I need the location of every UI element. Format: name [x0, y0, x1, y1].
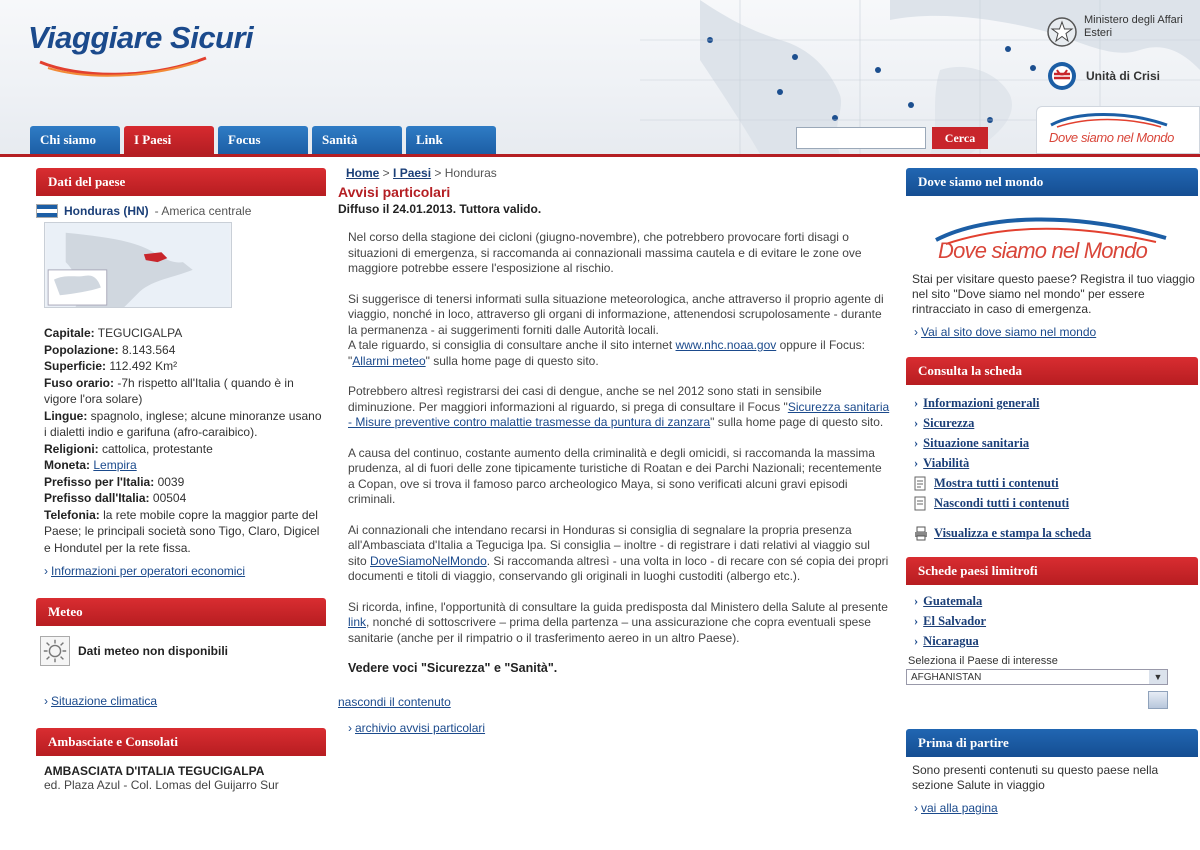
right-column — [906, 168, 1198, 815]
site-header — [0, 0, 1200, 157]
embassy-address: ed. Plaza Azul - Col. Lomas del Guijarro Sur — [44, 778, 279, 792]
sicurezza-sanitaria-link[interactable]: Sicurezza sanitaria - Misure preventive contro malattie trasmesse da puntura di zanzara — [348, 399, 890, 429]
paragraph-dengue: Potrebbero altresì registrarsi dei casi di dengue, anche se nel 2012 sono stati in sensibile diminuzione. Per maggiori informazioni al riguardo, si prega di consultare il Focus "Sicurezza sanitaria - Misure preventive contro malattie trasmesse da puntura di zanzara" sulla home page di questo sito. — [348, 384, 890, 429]
scheda-link-viabilita[interactable]: › Viabilità — [914, 453, 1198, 473]
tab-sanita[interactable]: Sanità — [312, 126, 402, 154]
stampa-scheda-button[interactable] — [906, 523, 1198, 543]
fact-fuso-orario: Fuso orario: -7h rispetto all'Italia ( quando è in vigore l'ora solare) — [44, 375, 294, 406]
dove-siamo-text: Stai per visitare questo paese? Registra il tuo viaggio nel sito "Dove siamo nel mondo" per essere rintracciato in caso di emergenza. — [912, 272, 1195, 316]
vai-alla-pagina-link[interactable]: › vai alla pagina — [906, 801, 998, 815]
situazione-climatica-link[interactable]: › Situazione climatica — [36, 694, 157, 708]
fact-religioni: Religioni: cattolica, protestante — [44, 441, 213, 456]
dove-siamo-logo[interactable] — [906, 206, 1198, 272]
printer-icon — [914, 526, 928, 541]
hide-content-link[interactable]: nascondi il contenuto — [338, 695, 451, 709]
scheda-links — [906, 393, 1198, 473]
ambasciate-title: Ambasciate e Consolati — [36, 728, 326, 756]
crisis-unit-icon — [1046, 60, 1078, 92]
paragraph-criminalita: A causa del continuo, costante aumento della criminalità e degli omicidi, si raccomanda la massima prudenza, al di fuori delle zone tipicamente turistiche di Roatan e dei Parchi Nazionali; recentemente a Copan, ove si trova il famoso parco archeologico Maya, si sono verificati alcuni gravi episodi criminali. — [348, 445, 882, 506]
dove-siamo-nel-mondo-link[interactable]: DoveSiamoNelMondo — [370, 553, 487, 568]
ministry-name: Ministero degli Affari Esteri — [1084, 14, 1183, 39]
prima-di-partire-text: Sono presenti contenuti su questo paese nella sezione Salute in viaggio — [912, 763, 1159, 792]
tab-chi-siamo[interactable]: Chi siamo — [30, 126, 120, 154]
dove-siamo-title: Dove siamo nel mondo — [906, 168, 1198, 196]
moneta-link[interactable]: Lempira — [93, 458, 137, 472]
nascondi-tutti-label: Nascondi tutti i contenuti — [934, 496, 1070, 510]
country-location-map[interactable] — [44, 222, 232, 308]
collapse-document-icon — [914, 496, 928, 511]
notice-body — [338, 230, 890, 646]
section-title: Avvisi particolari — [338, 184, 451, 200]
main-nav — [30, 126, 496, 154]
nascondi-tutti-button[interactable] — [906, 493, 1198, 513]
limitrofo-link-nicaragua[interactable]: › Nicaragua — [914, 631, 1198, 651]
country-line — [36, 204, 326, 218]
unita-crisi-logo[interactable] — [1046, 60, 1160, 92]
site-logo[interactable] — [28, 20, 253, 56]
dati-paese-title: Dati del paese — [36, 168, 326, 196]
search-input[interactable] — [796, 127, 926, 149]
paragraph-meteo: Si suggerisce di tenersi informati sulla situazione meteorologica, anche attraverso il proprio agente di viaggio, nonché in loco, attraverso gli organi di informazione, attenendosi scrupolosamente - durante la permanenza - ai suggerimenti forniti dalle Autorità locali. A tale riguardo, si consiglia di consultare anche il sito internet www.nhc.noaa.gov oppure il Focus: "Allarmi meteo" sulla home page di questo sito. — [348, 291, 884, 368]
country-select[interactable] — [906, 669, 1168, 685]
operatori-economici-link[interactable]: › Informazioni per operatori economici — [36, 564, 245, 578]
meteo-row — [36, 636, 326, 666]
country-select-value: AFGHANISTAN — [911, 671, 982, 683]
meteo-status: Dati meteo non disponibili — [78, 644, 228, 658]
dove-siamo-banner[interactable] — [1036, 106, 1200, 154]
nhc-noaa-link[interactable]: www.nhc.noaa.gov — [675, 338, 777, 352]
paragraph-salute: Si ricorda, infine, l'opportunità di consultare la guida predisposta dal Ministero della Salute al presente link, nonché di sottoscrivere – prima della partenza – una assicurazione che copra eventuali spese sanitarie (anche per il rimpatrio o il trasferimento aereo in un altro Paese). — [348, 599, 888, 645]
paragraph-cicloni: Nel corso della stagione dei cicloni (giugno-novembre), che potrebbero provocare forti disagi o situazioni di emergenza, si raccomanda ai connazionali massima cautela e di evitare le zone ove maggiore potrebbe essere l'esposizione al rischio. — [348, 230, 862, 275]
paesi-limitrofi-title: Schede paesi limitrofi — [906, 557, 1198, 585]
scheda-link-sicurezza[interactable]: › Sicurezza — [914, 413, 1198, 433]
scheda-link-informazioni[interactable]: › Informazioni generali — [914, 393, 1198, 413]
left-column — [36, 168, 326, 793]
logo-text: Viaggiare Sicuri — [28, 20, 254, 55]
issued-date: Diffuso il 24.01.2013. Tuttora valido. — [338, 202, 542, 216]
honduras-flag-icon — [36, 204, 58, 218]
fact-prefisso-per: Prefisso per l'Italia: 0039 — [44, 474, 185, 489]
expand-document-icon — [914, 476, 928, 491]
dove-siamo-banner-text: Dove siamo nel Mondo — [1049, 130, 1174, 145]
logo-swoosh-icon — [38, 54, 208, 80]
fact-prefisso-dal: Prefisso dall'Italia: 00504 — [44, 491, 187, 505]
search-button[interactable]: Cerca — [932, 127, 988, 149]
limitrofi-links — [906, 591, 1198, 651]
italian-emblem-icon — [1046, 14, 1078, 50]
dove-siamo-logo-text: Dove siamo nel Mondo — [938, 238, 1148, 263]
fact-moneta: Moneta: Lempira — [44, 458, 137, 472]
consulta-scheda-title: Consulta la scheda — [906, 357, 1198, 385]
prima-di-partire-title: Prima di partire — [906, 729, 1198, 757]
paragraph-ambasciata: Ai connazionali che intendano recarsi in Honduras si consiglia di segnalare la propria presenza all'Ambasciata d'Italia a Teguciga lpa. Si consiglia – inoltre - di registrare i dati relativi al viaggio sul sito DoveSiamoNelMondo. Si raccomanda altresì - una volta in loco - di recare con sé copia dei propri documenti e titoli di viaggio, conservando gli originali in luoghi custoditi (albergo etc.). — [348, 522, 889, 583]
breadcrumb: Home > I Paesi > Honduras — [346, 166, 497, 180]
see-also-note: Vedere voci "Sicurezza" e "Sanità". — [348, 661, 558, 675]
tab-focus[interactable]: Focus — [218, 126, 308, 154]
dove-siamo-swoosh-icon — [1037, 107, 1200, 131]
country-name: Honduras (HN) — [64, 204, 149, 218]
mostra-tutti-button[interactable] — [906, 473, 1198, 493]
tab-link[interactable]: Link — [406, 126, 496, 154]
fact-lingue: Lingue: spagnolo, inglese; alcune minoranze usano i dialetti indio e garifuna (afro-caraibico). — [44, 408, 322, 439]
fact-telefonia: Telefonia: la rete mobile copre la maggior parte del Paese; le principali società sono Tigo, Claro, Digicel e Hondutel per la rete fissa. — [44, 507, 320, 555]
vai-al-sito-link[interactable]: › Vai al sito dove siamo nel mondo — [906, 325, 1096, 339]
country-region: - America centrale — [154, 204, 252, 218]
country-facts — [36, 325, 326, 556]
go-button[interactable] — [1148, 691, 1168, 709]
ministry-logo[interactable] — [1046, 14, 1184, 50]
country-select-label: Seleziona il Paese di interesse — [908, 655, 1058, 667]
breadcrumb-current: Honduras — [444, 166, 497, 180]
meteo-title: Meteo — [36, 598, 326, 626]
unita-crisi-text: Unità di Crisi — [1086, 69, 1161, 83]
salute-link[interactable]: link — [348, 615, 367, 629]
mostra-tutti-label: Mostra tutti i contenuti — [934, 476, 1059, 490]
main-content — [338, 166, 890, 735]
fact-popolazione: Popolazione: 8.143.564 — [44, 342, 176, 357]
limitrofo-link-el-salvador[interactable]: › El Salvador — [914, 611, 1198, 631]
scheda-link-sanitaria[interactable]: › Situazione sanitaria — [914, 433, 1198, 453]
allarmi-meteo-link[interactable]: Allarmi meteo — [352, 353, 426, 368]
breadcrumb-home[interactable]: Home — [346, 166, 380, 180]
weather-unavailable-icon — [40, 636, 70, 666]
fact-capitale: Capitale: TEGUCIGALPA — [44, 326, 183, 340]
fact-superficie: Superficie: 112.492 Km² — [44, 359, 178, 373]
archivio-avvisi-link[interactable]: › archivio avvisi particolari — [338, 721, 485, 735]
breadcrumb-i-paesi[interactable]: I Paesi — [393, 166, 432, 180]
stampa-scheda-label: Visualizza e stampa la scheda — [934, 526, 1092, 540]
embassy-name: AMBASCIATA D'ITALIA TEGUCIGALPA — [44, 764, 265, 778]
chevron-down-icon[interactable]: ▼ — [1149, 670, 1167, 684]
tab-i-paesi[interactable]: I Paesi — [124, 126, 214, 154]
limitrofo-link-guatemala[interactable]: › Guatemala — [914, 591, 1198, 611]
